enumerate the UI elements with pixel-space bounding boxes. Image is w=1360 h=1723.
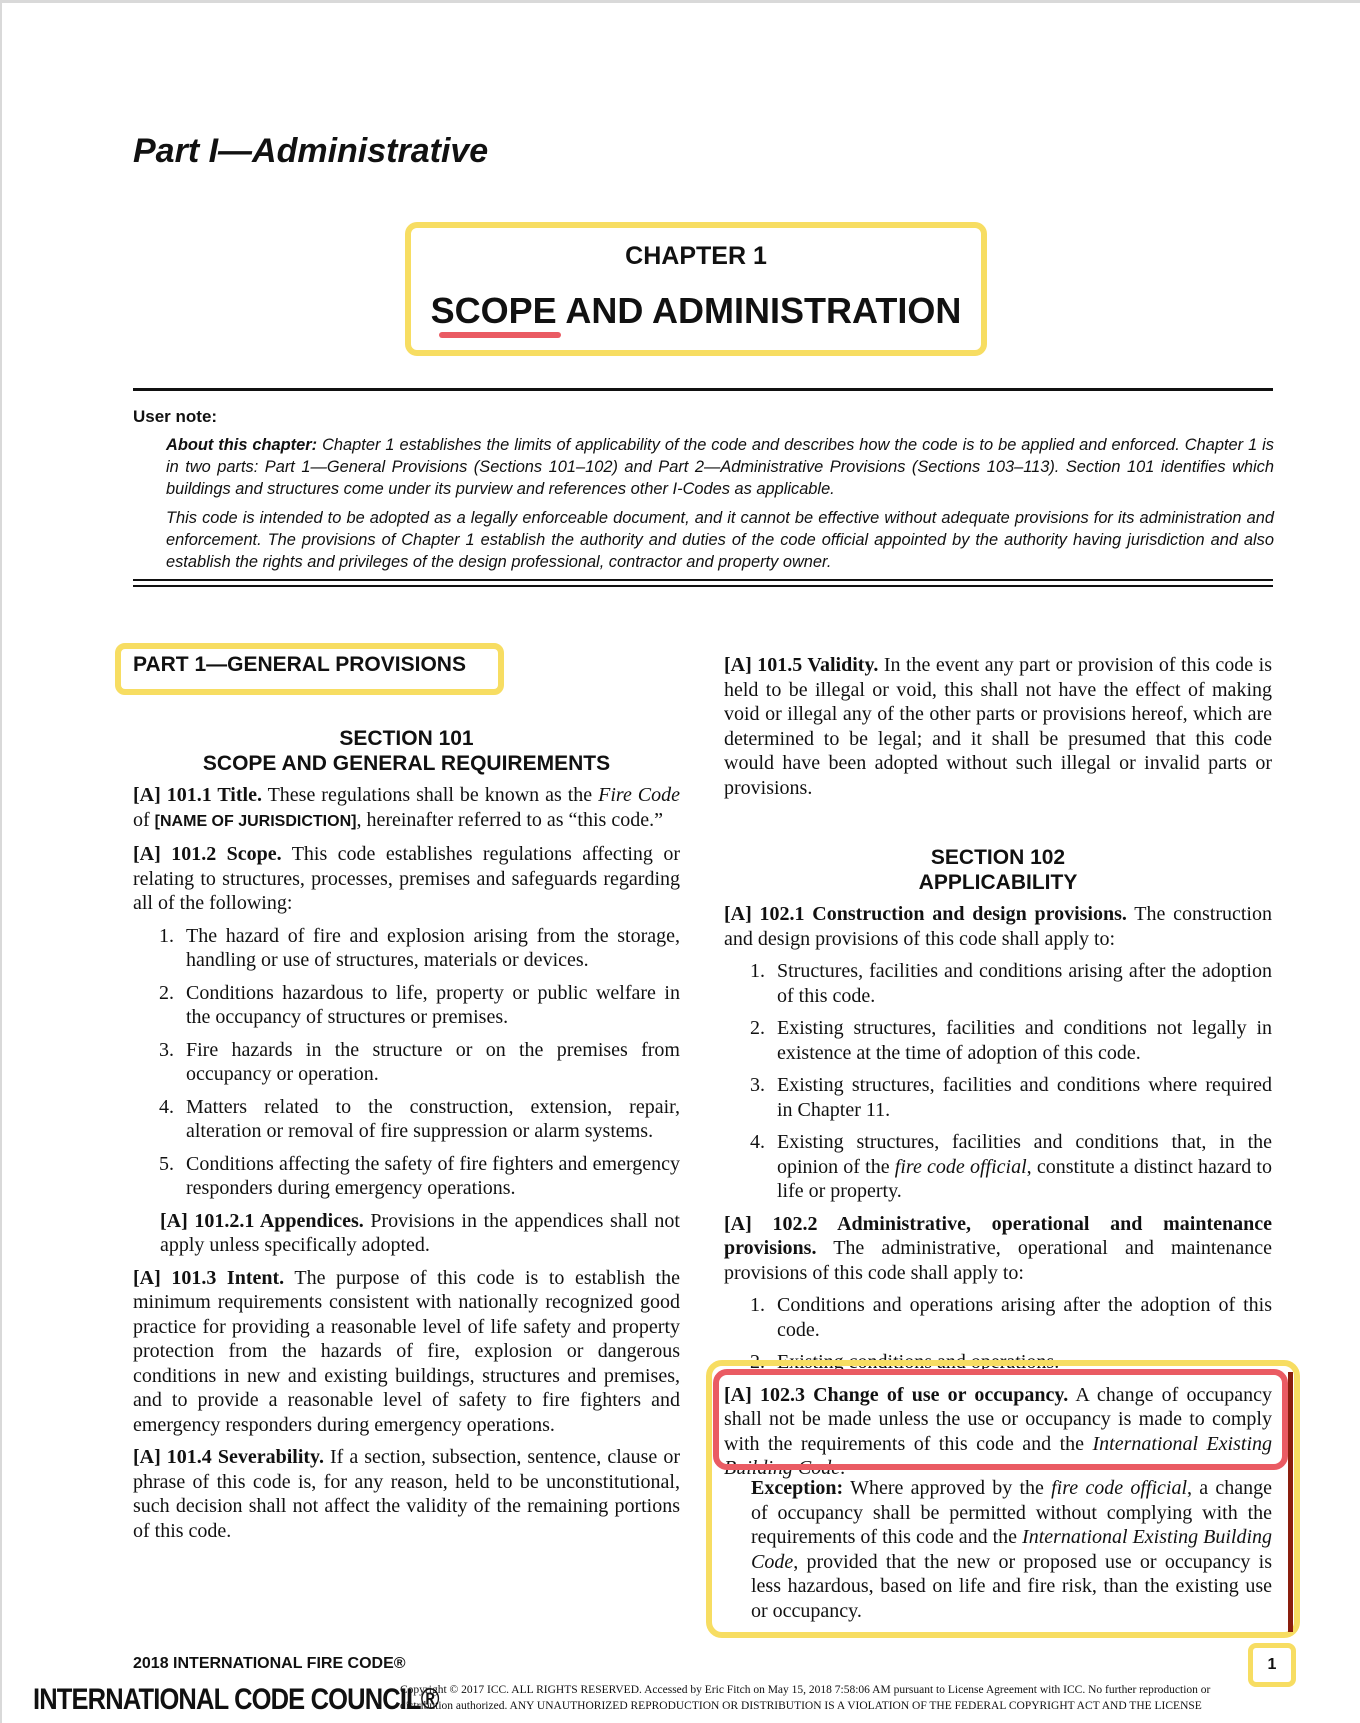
page-left-border [0,0,2,1723]
margin-bar [1288,1372,1293,1632]
user-note-paragraph-2: This code is intended to be adopted as a legally enforceable document, and it cannot be effective without adequate provisions for its administration and enforcement. The provisions of Chapter 1 establish the authority and duties of the code official appointed by the authority having jurisdiction and also establish the rights and privileges of the design professional, contractor and property owner. [166,509,1274,571]
list-item: 5. Conditions affecting the safety of fire fighters and emergency responders during emergency operations. [159,1152,680,1199]
icc-logo: INTERNATIONAL CODE COUNCIL® [33,1683,439,1716]
list-item: 4. Matters related to the construction, extension, repair, alteration or removal of fire suppression or alarm systems. [159,1095,680,1142]
section-101-2-1: [A] 101.2.1 Appendices. Provisions in the appendices shall not apply unless specifically adopted. [160,1209,680,1256]
user-note-label: User note: [133,407,218,426]
list-item: 3. Existing structures, facilities and conditions where required in Chapter 11. [750,1074,1272,1121]
section-101-5: [A] 101.5 Validity. In the event any part or provision of this code is held to be illegal or void, this shall not have the effect of making void or illegal any of the other parts or provisions hereof, which are determined to be legal; and it shall be presumed that this code would have been adopted without such illegal or invalid parts or provisions. [724,654,1272,799]
list-item: 2. Existing structures, facilities and conditions not legally in existence at the time of adoption of this code. [750,1017,1272,1064]
section-102-heading [724,845,1272,895]
section-101-3: [A] 101.3 Intent. The purpose of this code is to establish the minimum requirements consistent with nationally recognized good practice for providing a reasonable level of life safety and property protection from the hazards of fire, explosion or dangerous conditions in new and existing buildings, structures and premises, and to provide a reasonable level of safety to fire fighters and emergency responders during emergency operations. [133,1266,680,1436]
section-101-title: SCOPE AND GENERAL REQUIREMENTS [202,752,611,775]
left-column [133,783,680,1551]
section-101-4: [A] 101.4 Severability. If a section, subsection, sentence, clause or phrase of this code is, for any reason, held to be unconstitutional, such decision shall not affect the validity of the remaining portions of this code. [133,1446,680,1542]
list-item: 4. Existing structures, facilities and conditions that, in the opinion of the fire code official, constitute a distinct hazard to life or property. [750,1131,1272,1202]
user-note-lead: About this chapter: [166,436,318,454]
bottom-rule-1 [133,579,1273,581]
section-102-number: SECTION 102 [930,846,1066,869]
footer-title: 2018 INTERNATIONAL FIRE CODE® [133,1655,406,1672]
section-101-1: [A] 101.1 Title. These regulations shall be known as the Fire Code of [NAME OF JURISDICTION], hereinafter referred to as “this code.” [133,784,680,831]
spelling-underline-mark [439,332,561,338]
right-column-top [724,653,1272,808]
copyright-line-2: distribution authorized. ANY UNAUTHORIZED REPRODUCTION OR DISTRIBUTION IS A VIOLATION OF THE FEDERAL COPYRIGHT ACT AND THE LICENSE [400,1700,1202,1712]
list-item: 2. Existing conditions and operations. [750,1351,1060,1373]
chapter-title: SCOPE AND ADMINISTRATION [430,290,962,331]
chapter-number: CHAPTER 1 [625,242,767,270]
section-102-2: [A] 102.2 Administrative, operational and maintenance provisions. The administrative, operational and maintenance provisions of this code shall apply to: [724,1212,1272,1284]
design-list [724,959,1272,1204]
list-item: 2. Conditions hazardous to life, property or public welfare in the occupancy of structures or premises. [159,981,680,1028]
scope-list [133,924,680,1201]
list-item: 1. Conditions and operations arising after the adoption of this code. [750,1294,1272,1341]
part-title: Part I—Administrative [133,132,489,170]
list-item: 3. Fire hazards in the structure or on the premises from occupancy or operation. [159,1038,680,1085]
section-101-number: SECTION 101 [339,727,474,750]
part1-heading: PART 1—GENERAL PROVISIONS [133,653,466,676]
top-rule [133,388,1273,391]
page-top-border [0,0,1360,3]
section-102-1: [A] 102.1 Construction and design provisions. The construction and design provisions of this code shall apply to: [724,903,1272,950]
bottom-rule-2 [133,585,1273,587]
section-102-title: APPLICABILITY [918,871,1078,894]
list-item: 1. The hazard of fire and explosion arising from the storage, handling or use of structures, materials or devices. [159,924,680,971]
exception-paragraph: Exception: Where approved by the fire code official, a change of occupancy shall be permitted without complying with the requirements of this code and the International Existing Building Code, provided that the new or proposed use or occupancy is less hazardous, based on life and fire risk, than the existing use or occupancy. [751,1477,1273,1622]
jurisdiction-placeholder: [NAME OF JURISDICTION] [154,812,357,830]
copyright-line-1: Copyright © 2017 ICC. ALL RIGHTS RESERVED. Accessed by Eric Fitch on May 15, 2018 7:58:06 AM pursuant to License Agreement with ICC. No further reproduction or [400,1684,1211,1696]
section-101-2: [A] 101.2 Scope. This code establishes regulations affecting or relating to structures, processes, premises and safeguards regarding all of the following: [133,843,680,914]
change-of-use-highlight-box [713,1369,1288,1470]
list-item: 1. Structures, facilities and conditions arising after the adoption of this code. [750,960,1272,1007]
section-102-3: [A] 102.3 Change of use or occupancy. A change of occupancy shall not be made unless the use or occupancy is made to comply with the requirements of this code and the International Existing Building Code. [724,1383,1273,1479]
copyright-notice [400,1682,1300,1722]
page-number: 1 [1267,1656,1277,1673]
user-note-paragraph-1: About this chapter: Chapter 1 establishes the limits of applicability of the code and describes how the code is to be applied and enforced. Chapter 1 is in two parts: Part 1—General Provisions (Sections 101–102) and Part 2—Administrative Provisions (Sections 103–113). Section 101 identifies which buildings and structures come under its purview and references other I-Codes as applicable. [166,436,1275,498]
section-101-heading [133,726,680,776]
